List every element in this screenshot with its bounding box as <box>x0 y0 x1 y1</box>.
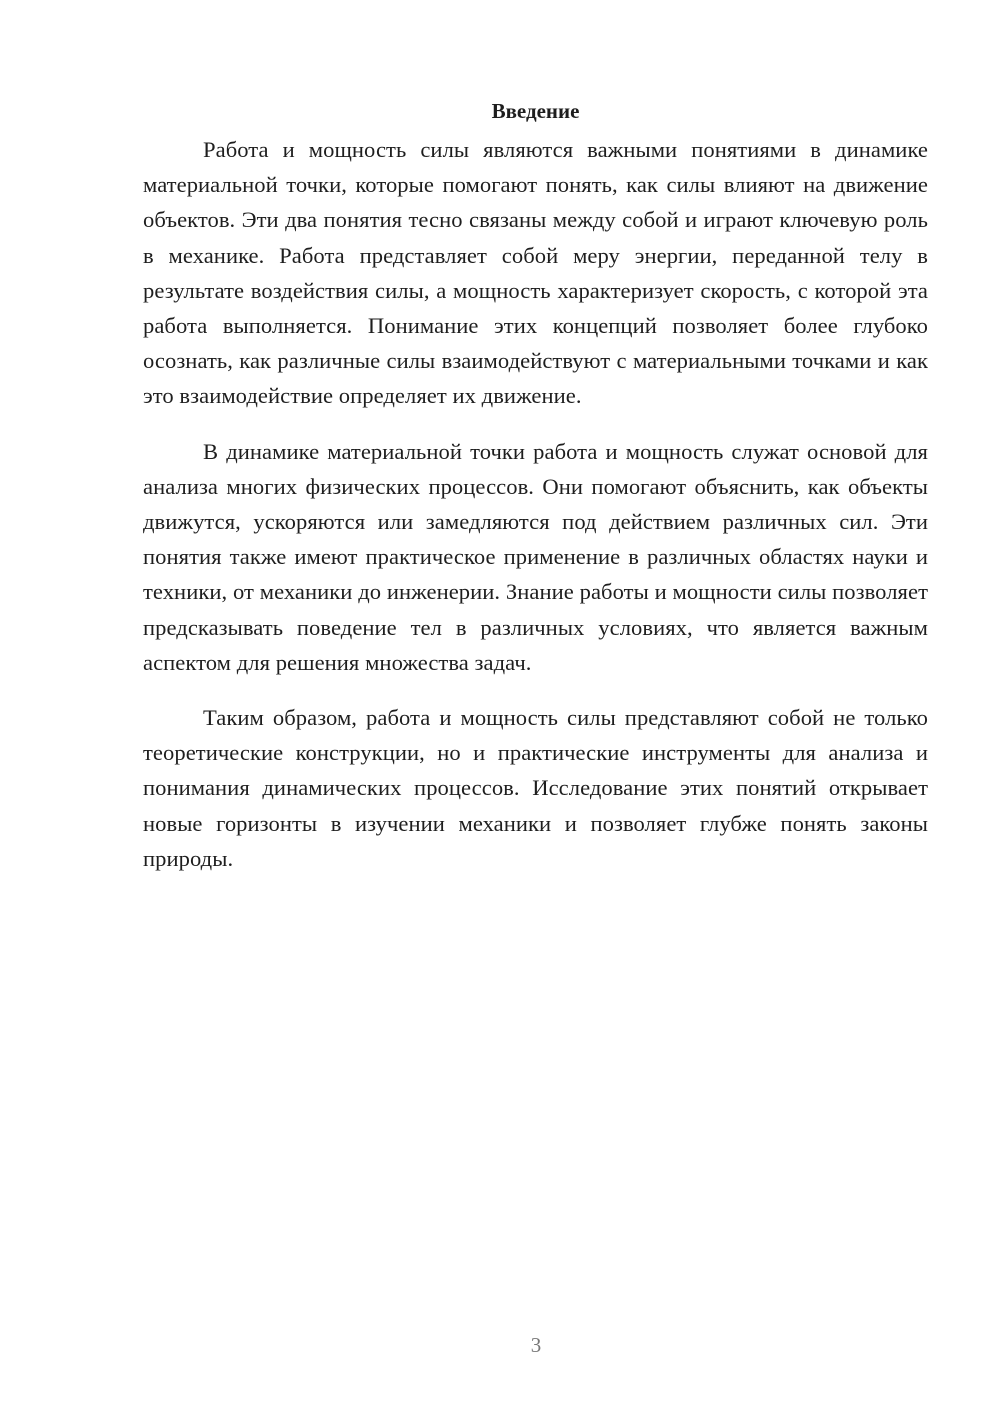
page-content <box>143 96 928 896</box>
page-number: 3 <box>530 1333 542 1357</box>
paragraph-1: Работа и мощность силы являются важными понятиями в динамике материальной точки, которые помогают понять, как силы влияют на движение объектов. Эти два понятия тесно связаны между собой и играют ключевую роль в механике. Работа представляет собой меру энергии, переданной телу в результате воздействия силы, а мощность характеризует скорость, с которой эта работа выполняется. Понимание этих концепций позволяет более глубоко осознать, как различные силы взаимодействуют с материальными точками и как это взаимодействие определяет их движение. <box>143 137 928 409</box>
paragraph-2: В динамике материальной точки работа и мощность служат основой для анализа многих физических процессов. Они помогают объяснить, как объекты движутся, ускоряются или замедляются под действием различных сил. Эти понятия также имеют практическое применение в различных областях науки и техники, от механики до инженерии. Знание работы и мощности силы позволяет предсказывать поведение тел в различных условиях, что является важным аспектом для решения множества задач. <box>143 438 928 675</box>
paragraph-3: Таким образом, работа и мощность силы представляют собой не только теоретические конструкции, но и практические инструменты для анализа и понимания динамических процессов. Исследование этих понятий открывает новые горизонты в изучении механики и позволяет глубже понять законы природы. <box>143 705 928 871</box>
section-heading: Введение <box>491 99 580 123</box>
